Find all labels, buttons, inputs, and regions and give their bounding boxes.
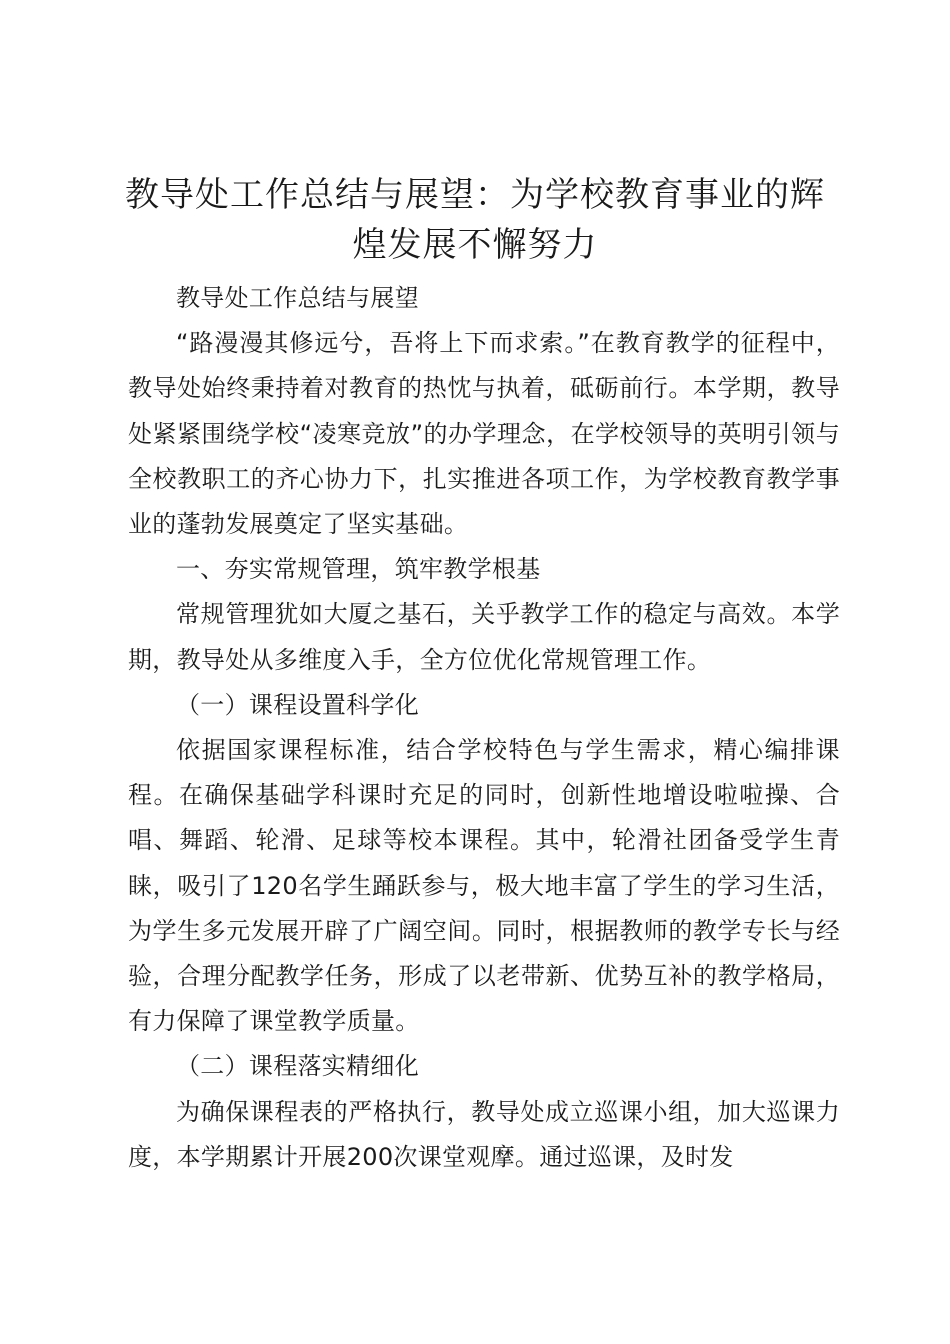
paragraph-section-1: 常规管理犹如大厦之基石，关乎教学工作的稳定与高效。本学期，教导处从多维度入手，全方位优化常规管理工作。: [128, 600, 840, 674]
document-title: 教导处工作总结与展望：为学校教育事业的辉煌发展不懈努力: [125, 175, 825, 265]
paragraph-inspection: 为确保课程表的严格执行，教导处成立巡课小组，加大巡课力度，本学期累计开展200次课堂观摩。通过巡课，及时发: [128, 1097, 840, 1171]
subsection-heading-2: （二）课程落实精细化: [176, 1052, 419, 1081]
section-heading-1: 一、夯实常规管理，筑牢教学根基: [176, 555, 541, 584]
paragraph-subtitle: 教导处工作总结与展望: [176, 284, 419, 312]
paragraph-curriculum: 依据国家课程标准，结合学校特色与学生需求，精心编排课程。在确保基础学科课时充足的同时，创新性地增设啦啦操、合唱、舞蹈、轮滑、足球等校本课程。其中，轮滑社团备受学生青睐，吸引了120名学生踊跃参与，极大地丰富了学生的学习生活，为学生多元发展开辟了广阔空间。同时，根据教师的教学专长与经验，合理分配教学任务，形成了以老带新、优势互补的教学格局，有力保障了课堂教学质量。: [128, 736, 840, 1036]
subsection-heading-1: （一）课程设置科学化: [176, 690, 419, 719]
document-body: [128, 276, 840, 1180]
paragraph-intro: “路漫漫其修远兮，吾将上下而求索。”在教育教学的征程中，教导处始终秉持着对教育的热忱与执着，砥砺前行。本学期，教导处紧紧围绕学校“凌寒竞放”的办学理念，在学校领导的英明引领与全校教职工的齐心协力下，扎实推进各项工作，为学校教育教学事业的蓬勃发展奠定了坚实基础。: [128, 329, 840, 539]
